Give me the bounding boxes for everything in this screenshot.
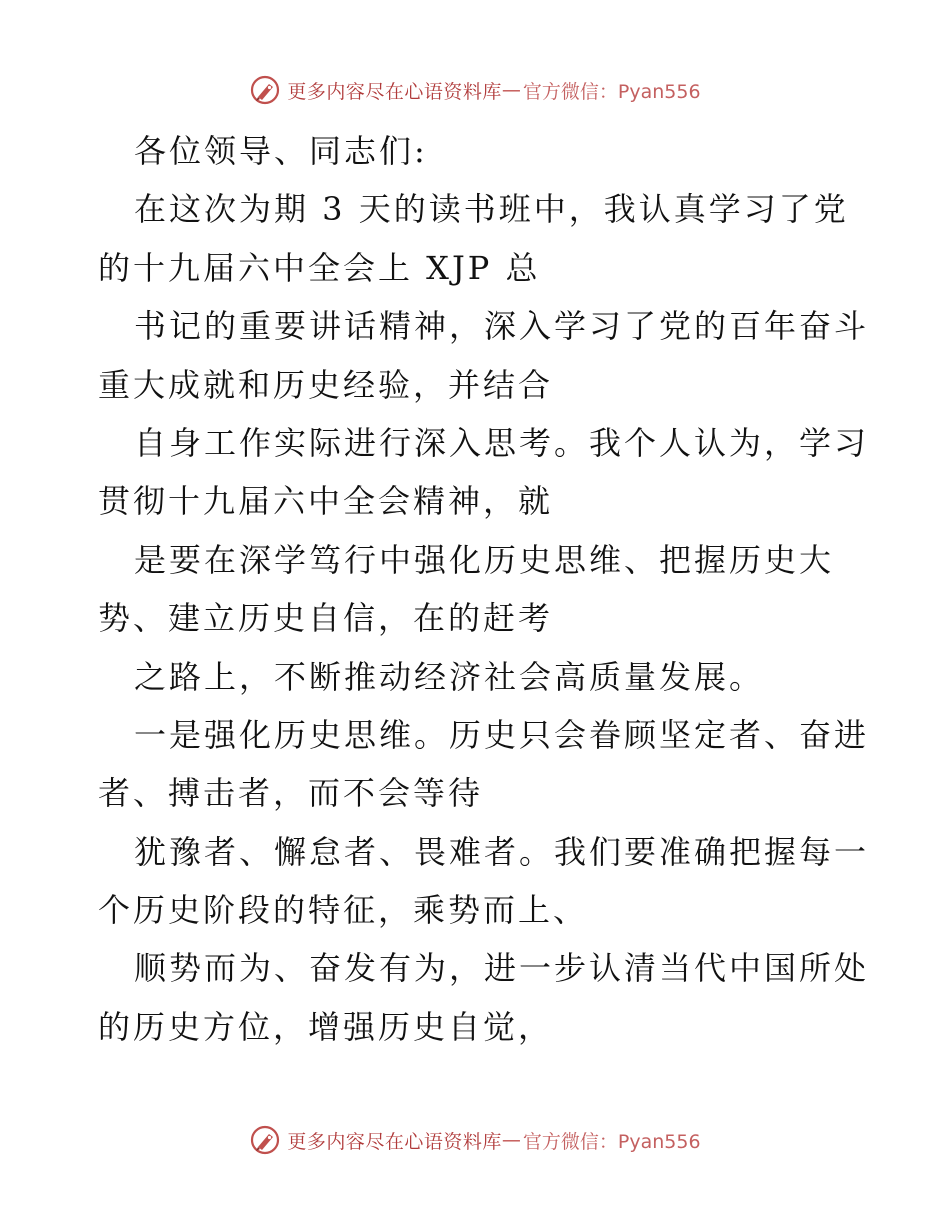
watermark-wechat: 官方微信：Pyan556 [522,1130,701,1153]
text-line: 书记的重要讲话精神，深入学习了党的百年奋斗 [134,307,870,346]
pen-nib-logo-icon [249,1124,281,1156]
watermark-footer [0,1120,950,1160]
watermark-header [0,70,950,110]
text-line: 犹豫者、懈怠者、畏难者。我们要准确把握每一 [134,832,870,871]
text-line: 者、搏击者，而不会等待 [98,774,484,813]
watermark-wechat: 官方微信：Pyan556 [522,80,701,103]
text-line: 在这次为期 3 天的读书班中，我认真学习了党 [134,190,849,229]
text-line: 个历史阶段的特征，乘势而上、 [98,891,589,930]
watermark-brand: 更多内容尽在心语资料库 [287,1130,502,1153]
watermark-separator: — [501,1129,521,1151]
watermark-separator: — [501,79,521,101]
text-line: 自身工作实际进行深入思考。我个人认为，学习 [134,423,870,462]
text-line: 是要在深学笃行中强化历史思维、把握历史大 [134,540,835,579]
document-body [98,122,870,1056]
pen-nib-logo-icon [249,74,281,106]
text-line: 一是强化历史思维。历史只会眷顾坚定者、奋进 [134,715,870,754]
text-line: 贯彻十九届六中全会精神，就 [98,482,554,521]
text-line: 的历史方位，增强历史自觉， [98,1007,554,1046]
text-line: 各位领导、同志们: [134,132,428,170]
text-line: 的十九届六中全会上 XJP 总 [98,248,541,287]
text-line: 重大成就和历史经验，并结合 [98,365,554,404]
text-line: 顺势而为、奋发有为，进一步认清当代中国所处 [134,949,870,988]
text-line: 势、建立历史自信，在的赶考 [98,599,554,638]
watermark-brand: 更多内容尽在心语资料库 [287,80,502,103]
text-line: 之路上，不断推动经济社会高质量发展。 [134,657,765,696]
